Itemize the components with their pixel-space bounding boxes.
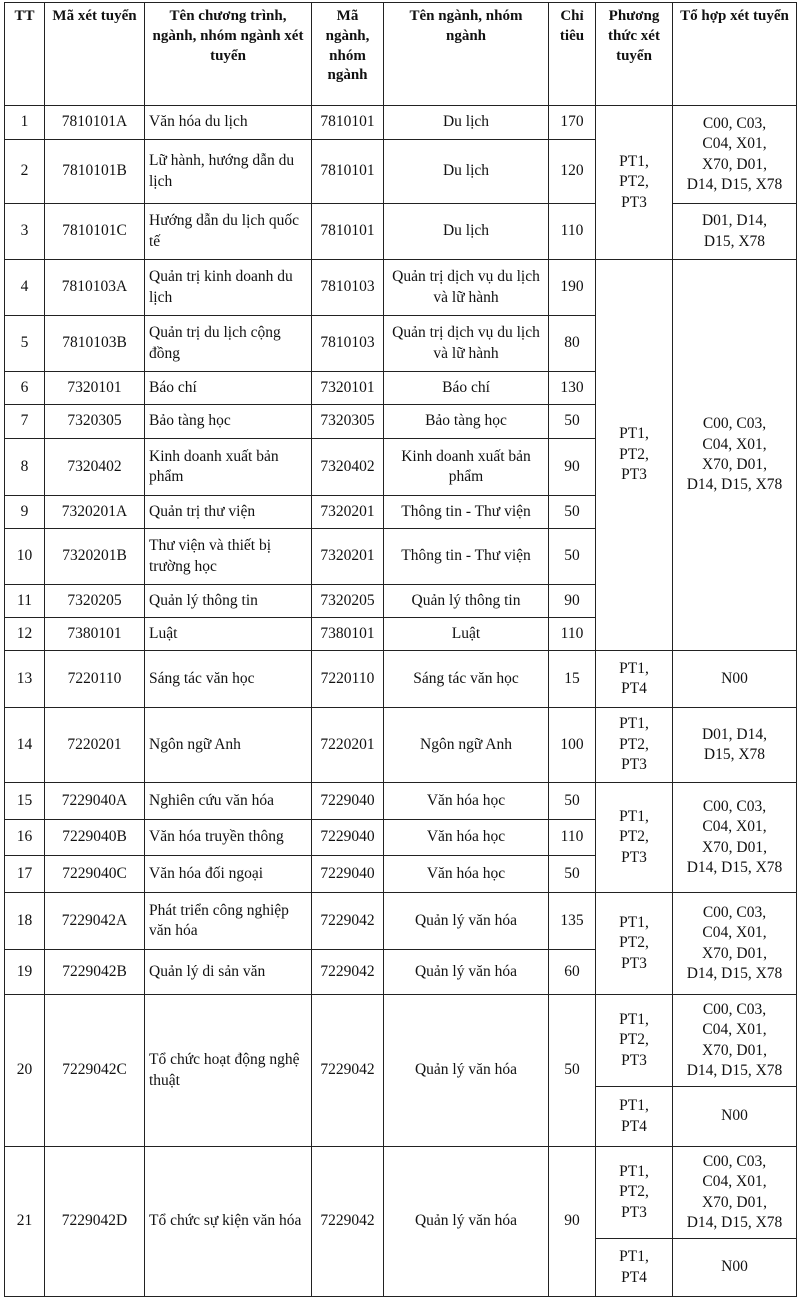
cell-ten-nganh: Du lịch bbox=[384, 106, 549, 140]
cell-chi-tieu: 110 bbox=[549, 820, 596, 856]
cell-ma-nganh: 7320305 bbox=[312, 405, 384, 439]
cell-ma-nganh: 7810101 bbox=[312, 106, 384, 140]
cell-tt: 13 bbox=[5, 651, 45, 708]
col-header-tt: TT bbox=[5, 3, 45, 106]
cell-ten-nganh: Quản trị dịch vụ du lịch và lữ hành bbox=[384, 260, 549, 316]
cell-ten-nganh: Thông tin - Thư viện bbox=[384, 529, 549, 585]
cell-chi-tieu: 90 bbox=[549, 439, 596, 496]
cell-phuong-thuc: PT1, PT2, PT3 bbox=[596, 1147, 673, 1239]
cell-ten-nganh: Quản trị dịch vụ du lịch và lữ hành bbox=[384, 316, 549, 372]
cell-ma-nganh: 7320101 bbox=[312, 372, 384, 405]
table-row bbox=[5, 1147, 797, 1239]
cell-ma-nganh: 7229042 bbox=[312, 893, 384, 950]
cell-ma: 7229040C bbox=[45, 856, 145, 893]
cell-ma: 7810101A bbox=[45, 106, 145, 140]
cell-to-hop: D01, D14, D15, X78 bbox=[673, 204, 797, 260]
header-row bbox=[5, 3, 797, 106]
cell-tt: 5 bbox=[5, 316, 45, 372]
cell-chi-tieu: 190 bbox=[549, 260, 596, 316]
cell-tt: 7 bbox=[5, 405, 45, 439]
table-row bbox=[5, 651, 797, 708]
cell-ma-nganh: 7320201 bbox=[312, 529, 384, 585]
cell-chi-tieu: 60 bbox=[549, 950, 596, 995]
cell-ma: 7229040B bbox=[45, 820, 145, 856]
cell-ten-ct: Bảo tàng học bbox=[145, 405, 312, 439]
cell-phuong-thuc: PT1, PT2, PT3 bbox=[596, 783, 673, 893]
cell-phuong-thuc: PT1, PT4 bbox=[596, 651, 673, 708]
cell-ten-ct: Văn hóa du lịch bbox=[145, 106, 312, 140]
cell-ma: 7229042B bbox=[45, 950, 145, 995]
cell-chi-tieu: 130 bbox=[549, 372, 596, 405]
cell-tt: 9 bbox=[5, 496, 45, 529]
cell-ten-nganh: Quản lý thông tin bbox=[384, 585, 549, 618]
cell-ten-ct: Phát triển công nghiệp văn hóa bbox=[145, 893, 312, 950]
cell-ma: 7229042D bbox=[45, 1147, 145, 1297]
cell-ten-ct: Kinh doanh xuất bản phẩm bbox=[145, 439, 312, 496]
cell-ma: 7229040A bbox=[45, 783, 145, 820]
cell-ma: 7320402 bbox=[45, 439, 145, 496]
cell-ten-nganh: Sáng tác văn học bbox=[384, 651, 549, 708]
cell-to-hop: N00 bbox=[673, 651, 797, 708]
cell-chi-tieu: 135 bbox=[549, 893, 596, 950]
cell-ten-nganh: Ngôn ngữ Anh bbox=[384, 708, 549, 783]
cell-tt: 12 bbox=[5, 618, 45, 651]
cell-ten-nganh: Quản lý văn hóa bbox=[384, 1147, 549, 1297]
col-header-chi-tieu: Chỉ tiêu bbox=[549, 3, 596, 106]
cell-ma-nganh: 7810103 bbox=[312, 260, 384, 316]
cell-phuong-thuc: PT1, PT2, PT3 bbox=[596, 106, 673, 260]
cell-ten-nganh: Quản lý văn hóa bbox=[384, 893, 549, 950]
table-row bbox=[5, 995, 797, 1087]
cell-ten-ct: Quản trị thư viện bbox=[145, 496, 312, 529]
cell-ten-nganh: Văn hóa học bbox=[384, 820, 549, 856]
col-header-ten-nganh: Tên ngành, nhóm ngành bbox=[384, 3, 549, 106]
cell-ma: 7229042A bbox=[45, 893, 145, 950]
col-header-ten-chuong-trinh: Tên chương trình, ngành, nhóm ngành xét tuyển bbox=[145, 3, 312, 106]
cell-ten-ct: Hướng dẫn du lịch quốc tế bbox=[145, 204, 312, 260]
cell-tt: 16 bbox=[5, 820, 45, 856]
cell-ten-nganh: Thông tin - Thư viện bbox=[384, 496, 549, 529]
table-row bbox=[5, 708, 797, 783]
cell-tt: 15 bbox=[5, 783, 45, 820]
cell-tt: 14 bbox=[5, 708, 45, 783]
cell-ten-nganh: Kinh doanh xuất bản phẩm bbox=[384, 439, 549, 496]
cell-tt: 11 bbox=[5, 585, 45, 618]
cell-ma-nganh: 7380101 bbox=[312, 618, 384, 651]
cell-tt: 6 bbox=[5, 372, 45, 405]
cell-ma: 7320201B bbox=[45, 529, 145, 585]
cell-phuong-thuc: PT1, PT4 bbox=[596, 1239, 673, 1297]
cell-ten-nganh: Văn hóa học bbox=[384, 783, 549, 820]
cell-phuong-thuc: PT1, PT2, PT3 bbox=[596, 893, 673, 995]
cell-chi-tieu: 50 bbox=[549, 856, 596, 893]
cell-tt: 4 bbox=[5, 260, 45, 316]
cell-phuong-thuc: PT1, PT2, PT3 bbox=[596, 260, 673, 651]
cell-to-hop: C00, C03, C04, X01, X70, D01, D14, D15, X78 bbox=[673, 260, 797, 651]
cell-chi-tieu: 50 bbox=[549, 496, 596, 529]
cell-to-hop: C00, C03, C04, X01, X70, D01, D14, D15, X78 bbox=[673, 1147, 797, 1239]
cell-ten-ct: Văn hóa đối ngoại bbox=[145, 856, 312, 893]
cell-tt: 1 bbox=[5, 106, 45, 140]
cell-ten-ct: Lữ hành, hướng dẫn du lịch bbox=[145, 140, 312, 204]
cell-ten-ct: Quản trị du lịch cộng đồng bbox=[145, 316, 312, 372]
cell-ma-nganh: 7229040 bbox=[312, 783, 384, 820]
cell-ma-nganh: 7229042 bbox=[312, 1147, 384, 1297]
cell-chi-tieu: 90 bbox=[549, 1147, 596, 1297]
cell-ma-nganh: 7320205 bbox=[312, 585, 384, 618]
cell-to-hop: D01, D14, D15, X78 bbox=[673, 708, 797, 783]
col-header-ma-xet-tuyen: Mã xét tuyển bbox=[45, 3, 145, 106]
table-row bbox=[5, 106, 797, 140]
cell-ten-nganh: Quản lý văn hóa bbox=[384, 950, 549, 995]
cell-ma: 7810101B bbox=[45, 140, 145, 204]
cell-tt: 20 bbox=[5, 995, 45, 1147]
cell-ma-nganh: 7229040 bbox=[312, 856, 384, 893]
table-row bbox=[5, 893, 797, 950]
cell-tt: 10 bbox=[5, 529, 45, 585]
cell-ma-nganh: 7220201 bbox=[312, 708, 384, 783]
cell-tt: 17 bbox=[5, 856, 45, 893]
cell-phuong-thuc: PT1, PT2, PT3 bbox=[596, 708, 673, 783]
cell-chi-tieu: 170 bbox=[549, 106, 596, 140]
cell-chi-tieu: 50 bbox=[549, 995, 596, 1147]
cell-ma-nganh: 7220110 bbox=[312, 651, 384, 708]
cell-chi-tieu: 50 bbox=[549, 783, 596, 820]
cell-phuong-thuc: PT1, PT4 bbox=[596, 1087, 673, 1147]
cell-ten-ct: Quản trị kinh doanh du lịch bbox=[145, 260, 312, 316]
cell-tt: 18 bbox=[5, 893, 45, 950]
cell-ten-ct: Nghiên cứu văn hóa bbox=[145, 783, 312, 820]
cell-chi-tieu: 80 bbox=[549, 316, 596, 372]
cell-ten-ct: Thư viện và thiết bị trường học bbox=[145, 529, 312, 585]
cell-ma: 7810103A bbox=[45, 260, 145, 316]
col-header-to-hop: Tổ hợp xét tuyển bbox=[673, 3, 797, 106]
cell-ma-nganh: 7229040 bbox=[312, 820, 384, 856]
cell-ten-nganh: Du lịch bbox=[384, 204, 549, 260]
cell-ma: 7380101 bbox=[45, 618, 145, 651]
cell-to-hop: C00, C03, C04, X01, X70, D01, D14, D15, X78 bbox=[673, 783, 797, 893]
cell-ma: 7229042C bbox=[45, 995, 145, 1147]
cell-ma-nganh: 7810101 bbox=[312, 204, 384, 260]
cell-tt: 21 bbox=[5, 1147, 45, 1297]
cell-ma: 7320205 bbox=[45, 585, 145, 618]
cell-ten-nganh: Quản lý văn hóa bbox=[384, 995, 549, 1147]
cell-ten-nganh: Báo chí bbox=[384, 372, 549, 405]
cell-tt: 19 bbox=[5, 950, 45, 995]
cell-ten-ct: Tổ chức hoạt động nghệ thuật bbox=[145, 995, 312, 1147]
cell-chi-tieu: 90 bbox=[549, 585, 596, 618]
cell-ma-nganh: 7320201 bbox=[312, 496, 384, 529]
cell-ten-nganh: Văn hóa học bbox=[384, 856, 549, 893]
cell-tt: 8 bbox=[5, 439, 45, 496]
cell-ten-ct: Báo chí bbox=[145, 372, 312, 405]
cell-ma: 7220201 bbox=[45, 708, 145, 783]
admission-table bbox=[4, 2, 797, 1297]
cell-chi-tieu: 50 bbox=[549, 405, 596, 439]
cell-ma-nganh: 7320402 bbox=[312, 439, 384, 496]
table-row bbox=[5, 260, 797, 316]
cell-ma-nganh: 7810103 bbox=[312, 316, 384, 372]
cell-ma: 7320101 bbox=[45, 372, 145, 405]
cell-tt: 3 bbox=[5, 204, 45, 260]
cell-chi-tieu: 50 bbox=[549, 529, 596, 585]
col-header-phuong-thuc: Phương thức xét tuyển bbox=[596, 3, 673, 106]
cell-ten-ct: Văn hóa truyền thông bbox=[145, 820, 312, 856]
cell-ma: 7320305 bbox=[45, 405, 145, 439]
cell-ten-ct: Luật bbox=[145, 618, 312, 651]
cell-ma-nganh: 7229042 bbox=[312, 995, 384, 1147]
cell-ten-nganh: Luật bbox=[384, 618, 549, 651]
cell-ma-nganh: 7229042 bbox=[312, 950, 384, 995]
cell-to-hop: N00 bbox=[673, 1087, 797, 1147]
cell-to-hop: C00, C03, C04, X01, X70, D01, D14, D15, X78 bbox=[673, 995, 797, 1087]
cell-to-hop: C00, C03, C04, X01, X70, D01, D14, D15, X78 bbox=[673, 106, 797, 204]
table-row bbox=[5, 783, 797, 820]
cell-chi-tieu: 110 bbox=[549, 618, 596, 651]
cell-ten-nganh: Bảo tàng học bbox=[384, 405, 549, 439]
cell-ten-ct: Quản lý thông tin bbox=[145, 585, 312, 618]
cell-ma: 7810103B bbox=[45, 316, 145, 372]
cell-ma: 7810101C bbox=[45, 204, 145, 260]
cell-ten-ct: Sáng tác văn học bbox=[145, 651, 312, 708]
cell-phuong-thuc: PT1, PT2, PT3 bbox=[596, 995, 673, 1087]
cell-to-hop: C00, C03, C04, X01, X70, D01, D14, D15, X78 bbox=[673, 893, 797, 995]
cell-chi-tieu: 120 bbox=[549, 140, 596, 204]
cell-ten-nganh: Du lịch bbox=[384, 140, 549, 204]
cell-ma-nganh: 7810101 bbox=[312, 140, 384, 204]
col-header-ma-nganh: Mã ngành, nhóm ngành bbox=[312, 3, 384, 106]
cell-ma: 7220110 bbox=[45, 651, 145, 708]
cell-ten-ct: Ngôn ngữ Anh bbox=[145, 708, 312, 783]
table-row bbox=[5, 204, 797, 260]
cell-ma: 7320201A bbox=[45, 496, 145, 529]
cell-tt: 2 bbox=[5, 140, 45, 204]
cell-chi-tieu: 15 bbox=[549, 651, 596, 708]
cell-ten-ct: Tổ chức sự kiện văn hóa bbox=[145, 1147, 312, 1297]
cell-chi-tieu: 100 bbox=[549, 708, 596, 783]
cell-to-hop: N00 bbox=[673, 1239, 797, 1297]
cell-chi-tieu: 110 bbox=[549, 204, 596, 260]
cell-ten-ct: Quản lý di sản văn bbox=[145, 950, 312, 995]
